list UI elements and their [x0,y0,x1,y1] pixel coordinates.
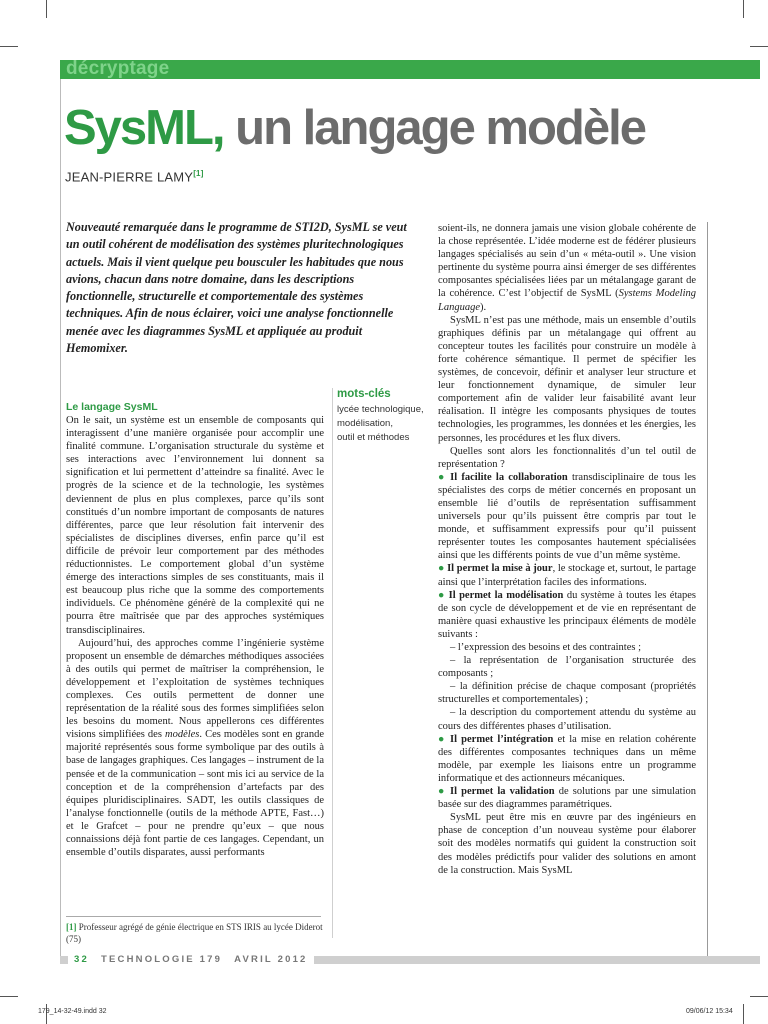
footer-folio [68,953,314,967]
footnote-rule [66,916,321,917]
crop-mark [743,1004,744,1024]
author-byline [65,169,204,184]
bullet-icon: ● [438,786,446,798]
bullet-keyword: Il permet l’intégration [450,733,554,745]
bullet-integration [438,733,696,785]
print-slug-date: 09/06/12 15:34 [686,1008,733,1015]
keywords-title: mots-clés [337,388,391,400]
left-paragraph-2 [66,637,324,860]
left-paragraph-2-a: Aujourd’hui, des approches comme l’ingénierie système proposent un ensemble de démarches méthodiques associées à des outils qui permet de maîtriser la compréhension, le développement et l’exploitation de systèmes techniques complexes. Ces outils permettent de donner une représentation de la réalité sous des formes simplifiées selon les besoins du moment. Nous appellerons ces différentes visions simplifiées des [66,637,324,741]
left-margin-rule [60,79,61,959]
list-item: – la description du comportement attendu du système au cours des différentes phases d’utilisation. [438,707,696,732]
footnote [66,921,324,945]
bullet-text: transdisciplinaire de tous les spécialistes des corps de métier concernés en proposant un ensemble lié d’outils de représentation suffisamment universels pour qu’ils puissent être compris par tout le monde, et suffisamment expressifs pour qu’il puissent représenter toutes les composantes hautement spécialisées ainsi que les différents points de vue d’un même système. [438,471,697,562]
bullet-keyword: Il permet la validation [450,786,555,798]
list-item: – la définition précise de chaque composant (propriétés structurelles et comportementales) ; [438,681,696,706]
bullet-keyword: Il facilite la collaboration [450,471,568,483]
right-paragraph-3: Quelles sont alors les fonctionnalités d’un tel outil de représentation ? [438,445,696,470]
bullet-icon: ● [438,471,446,483]
keyword-item: modélisation, [337,418,393,429]
bullet-keyword: Il permet la mise à jour [447,563,553,575]
bullet-text: du système à toutes les étapes de son cycle de développement et de vie en représentant de manière quasi exhaustive les principaux éléments de modèle suivants : [438,589,697,640]
list-item: – la représentation de l’organisation structurée des composants ; [438,655,696,680]
left-column [66,401,324,859]
right-column-rule [707,222,708,957]
bullet-keyword: Il permet la modélisation [448,589,564,601]
title-highlight: SysML, [64,101,224,155]
crop-mark [750,46,768,47]
right-paragraph-4: SysML peut être mis en œuvre par des ingénieurs en phase de conception d’un nouveau système pour élaborer soit des modèles normatifs qui guident la construction soit des modèles prédictifs pour valider des solutions en amont de la construction. Mais SysML [438,812,696,876]
left-paragraph-2-b: . Ces modèles sont en grande majorité représentés sous forme symbolique par des outils à base de langages graphiques. Ces langages – instrument de la pensée et de la communication – sont mis ici au service de la conception et de la compréhension d’artefacts par des équipes pluridisciplinaires. SADT, les outils classiques de l’analyse fonctionnelle (outils de la méthode APTE, Fast…) et le Grafcet – pour ne prendre qu’eux – que nous connaissions déjà font partie de ces langages. Cependant, un ensemble d’outils disparates, aussi performants [66,729,324,859]
bullet-modelisation [438,589,696,641]
keyword-item: outil et méthodes [337,432,410,443]
article-intro: Nouveauté remarquée dans le programme de STI2D, SysML se veut un outil cohérent de modélisation des systèmes pluritechnologiques actuels. Mais il vient quelque peu bousculer les habitudes que nous avions, chacun dans notre domaine, dans les descriptions fonctionnelle, structurelle et comportementale des systèmes techniques. Afin de nous éclairer, voici une analyse fonctionnelle menée avec les diagrammes SysML et appliquée au produit Hemomixer. [66,220,407,356]
right-paragraph-1-a: soient-ils, ne donnera jamais une vision globale cohérente de la chose représentée. L’idée moderne est de fédérer plusieurs langages spécialisés au sein d’un « méta-outil ». Une vision pertinente du système pourra ainsi émerger de ses différentes composantes spécialisées liées par un métalangage garant de la cohérence. C’est l’objectif de SysML ( [438,223,696,300]
bullet-icon: ● [438,589,446,601]
author-note-ref: [1] [193,169,204,178]
bullet-icon: ● [438,563,445,575]
keyword-item: lycée technologique, [337,404,424,415]
title-rest: un langage modèle [223,101,645,155]
footnote-text: Professeur agrégé de génie électrique en STS IRIS au lycée Diderot (75) [66,922,323,944]
crop-mark [750,996,768,997]
issue-date: AVRIL 2012 [234,954,308,965]
bullet-collaboration [438,471,696,563]
article-title [64,98,645,158]
section-subtitle: Le langage SysML [66,401,158,413]
crop-mark [743,0,744,18]
page-number: 32 [74,954,89,965]
right-column [438,222,696,877]
keywords-divider [332,388,333,938]
emphasis-modeles: modèles [164,729,200,741]
keywords-list [337,403,427,445]
bullet-validation [438,785,696,811]
crop-mark [46,0,47,18]
bullet-icon: ● [438,733,446,745]
rubric-label: décryptage [66,58,170,79]
bullet-mise-a-jour [438,562,696,588]
crop-mark [0,46,18,47]
right-paragraph-1-b: ). [480,301,487,313]
bullet-text: et la mise en relation cohérente des différentes composantes techniques dans un même modèle, par exemple les liaisons entre un programme informatique et des actionneurs mécaniques. [438,733,697,784]
right-paragraph-2: SysML n’est pas une méthode, mais un ensemble d’outils graphiques définis par un métalangage qui offrent au concepteur toutes les facilités pour construire un modèle à forte cohérence sémantique. Il permet de spécifier les systèmes, de concevoir, définir et analyser leur structure et leur fonctionnement dynamique, de simuler leur comportement afin de valider leur faisabilité avant leur réalisation. Il intègre les composants physiques de toutes technologies, les programmes, les données et les énergies, les personnes, les procédures et les flux divers. [438,314,696,444]
footnote-number: [1] [66,922,77,932]
author-name: JEAN-PIERRE LAMY [65,169,194,185]
list-item: – l’expression des besoins et des contraintes ; [450,642,641,653]
print-slug-file: 179_14-32-49.indd 32 [38,1008,107,1015]
magazine-name: TECHNOLOGIE 179 [100,954,223,965]
bullet-text: , le stockage et, surtout, le partage ainsi que l’interprétation faciles des informations. [438,563,696,588]
right-paragraph-1 [438,222,696,314]
left-paragraph-1: On le sait, un système est un ensemble de composants qui interagissent d’une manière organisée pour accomplir une finalité commune. L’organisation structurale du système et ses interactions avec l’environnement lui donnent sa signification et lui permettent d’atteindre sa finalité. Avec le progrès de la science et de la technologie, les systèmes deviennent de plus en plus complexes, parce qu’ils sont constitués d’un nombre important de composants de natures différentes, parce que leur résolution fait intervenir des spécialistes de disciplines diverses, enfin parce qu’il est difficile de prévoir leur comportement par des méthodes réductionnistes. Le comportement global d’un système émerge des interactions simples de ses constituants, mais il est beaucoup plus riche que la somme des comportements individuels. Ce phénomène générè de la complexité qui ne pourra être maîtrisée que par des approches systémiques transdisciplinaires. [66,415,324,636]
emphasis-sysml-name: Systems Modeling Language [438,288,696,313]
crop-mark [0,996,18,997]
bullet-text: de solutions par une simulation basée sur des diagrammes paramétriques. [438,786,696,811]
